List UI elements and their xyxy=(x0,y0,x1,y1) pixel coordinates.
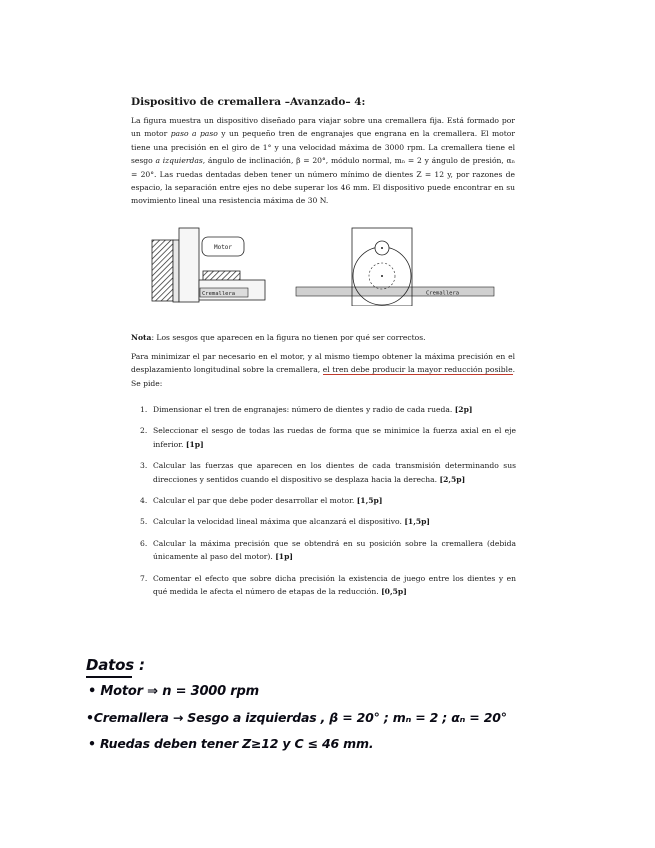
handwritten-ruedas-line: • Ruedas deben tener Z≥12 y C ≤ 46 mm. xyxy=(88,736,374,751)
list-item: 2. Seleccionar el sesgo de todas las ruedas de forma que se minimice la fuerza axial en el eje inferior. [1p] xyxy=(140,426,516,449)
list-item: 3. Calcular las fuerzas que aparecen en los dientes de cada transmisión determinando sus direcciones y sentidos cuando el dispositivo se desplaza hacia la derecha. [2,5p] xyxy=(140,461,516,484)
list-item: 6. Calcular la máxima precisión que se obtendrá en su posición sobre la cremallera (debida únicamente al paso del motor). [1p] xyxy=(140,538,516,562)
handwritten-datos-heading: Datos : xyxy=(86,656,145,674)
motor-label: Motor xyxy=(213,244,233,251)
handwritten-underline xyxy=(86,676,132,678)
handwritten-cremallera-line: •Cremallera → Sesgo a izquierdas , β = 20° ; mₙ = 2 ; αₙ = 20° xyxy=(86,710,507,725)
page-title: Dispositivo de cremallera –Avanzado– 4: xyxy=(131,96,366,108)
note-paragraph: Nota: Los sesgos que aparecen en la figura no tienen por qué ser correctos. xyxy=(131,333,426,342)
list-item: 7. Comentar el efecto que sobre dicha precisión la existencia de juego entre los dientes y en qué medida le afecta el número de etapas de la reducción. [0,5p] xyxy=(140,573,516,597)
underlined-phrase: el tren debe producir la mayor reducción posible xyxy=(322,365,513,375)
rack-label-left: Cremallera xyxy=(202,291,236,297)
left-plate xyxy=(179,228,199,302)
left-body-column xyxy=(173,240,179,302)
rack-right xyxy=(296,287,494,296)
requirements-paragraph: Para minimizar el par necesario en el motor, y al mismo tiempo obtener la máxima precisión en el desplazamiento longitudinal sobre la cremallera, el tren debe producir la mayor reducción posible. Se pide: xyxy=(131,352,515,388)
intro-paragraph: La figura muestra un dispositivo diseñado para viajar sobre una cremallera fija. Está formado por un motor paso a paso y un pequeño tren de engranajes que engrana en la cremallera. El motor tiene una precisión en el giro de 1° y una velocidad máxima de 3000 rpm. La cremallera tiene el sesgo a izquierdas, ángulo de inclinación, β = 20°, módulo normal, mₙ = 2 y ángulo de presión, αₙ = 20°. Las ruedas dentadas deben tener un número mínimo de dientes Z = 12 y, por razones de espacio, la separación entre ejes no debe superar los 46 mm. El dispositivo puede encontrar en su movimiento lineal una resistencia máxima de 30 N. xyxy=(131,116,516,206)
list-item: 5. Calcular la velocidad lineal máxima que alcanzará el dispositivo. [1,5p] xyxy=(140,517,431,527)
tasks-list xyxy=(140,403,516,606)
list-item: 4. Calcular el par que debe poder desarrollar el motor. [1,5p] xyxy=(140,496,383,506)
handwritten-motor-line: • Motor ⇒ n = 3000 rpm xyxy=(88,684,259,699)
left-gear-hatched xyxy=(152,240,173,301)
rack-label-right: Cremallera xyxy=(426,290,460,297)
device-figure xyxy=(130,224,500,306)
list-item: 1. Dimensionar el tren de engranajes: número de dientes y radio de cada rueda. [2p] xyxy=(140,405,473,414)
